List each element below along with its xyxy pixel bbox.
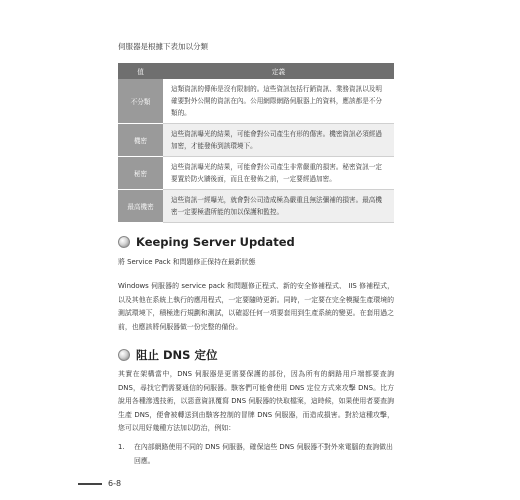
table-row <box>118 79 394 124</box>
disc-bullet-icon <box>118 349 130 361</box>
disc-bullet-icon <box>118 236 130 248</box>
table-row <box>118 124 394 157</box>
section-paragraph: 其實在架構當中，DNS 伺服器是更需要保護的部份，因為所有的網路用戶端都要查詢 DNS，尋找它們需要通信的伺服器。駭客們可能會使用 DNS 定位方式來攻擊 DNS。比方說用各種滲透技術，以惡意資訊覆寫 DNS 伺服器的快取檔案，這時候，如果使用者要查詢生產 DNS，便會被轉送到由駭客控制的冒牌 DNS 伺服器，而造成損害。對於這種攻擊，您可以用好幾種方法加以防治，例如： <box>118 370 394 432</box>
table-header-row <box>118 63 394 79</box>
list-number: 1. <box>118 443 125 451</box>
page-footer <box>78 479 121 488</box>
table-value-cell: 這類資訊的傳佈是沒有限制的。這些資訊包括行銷資訊、業務資訊以及明確要對外公開的資訊在內。公用網際網路伺服器上的資料，應該都是不分類的。 <box>163 79 394 124</box>
table-value-cell: 這些資訊一經曝光，就會對公司造成極為嚴重且無法彌補的損害。最高機密一定要極盡所能的加以保護和監控。 <box>163 190 394 223</box>
table-key-cell: 最高機密 <box>118 190 163 223</box>
footer-rule <box>78 483 102 485</box>
table-row <box>118 190 394 223</box>
list-item <box>118 441 394 468</box>
table-key-cell: 不分類 <box>118 79 163 124</box>
section-title: 阻止 DNS 定位 <box>136 348 218 362</box>
table-header-definition: 定義 <box>163 63 394 79</box>
page-number: 6-8 <box>108 479 122 488</box>
section-heading-dns <box>118 347 217 363</box>
table-value-cell: 這些資訊曝光的結果，可能會對公司產生非常嚴重的損害。秘密資訊一定要置於防火牆後面，而且在發佈之前，一定要經過加密。 <box>163 157 394 190</box>
section-subtitle: 將 Service Pack 和問題修正保持在最新狀態 <box>118 258 256 266</box>
section-heading-keeping-server-updated <box>118 235 295 249</box>
table-key-cell: 機密 <box>118 124 163 157</box>
section-title: Keeping Server Updated <box>136 235 295 249</box>
table-key-cell: 秘密 <box>118 157 163 190</box>
classification-table <box>118 63 394 223</box>
intro-text: 伺服器是根據下表加以分類 <box>118 42 208 51</box>
list-text: 在內部網路使用不同的 DNS 伺服器，確保這些 DNS 伺服器不對外來電腦的查詢做出回應。 <box>134 443 393 465</box>
table-value-cell: 這些資訊曝光的結果，可能會對公司產生有形的傷害。機密資訊必須經過加密，才能發佈到該環境下。 <box>163 124 394 157</box>
table-row <box>118 157 394 190</box>
table-header-value: 值 <box>118 63 163 79</box>
section-paragraph: Windows 伺服器的 service pack 和問題修正程式、新的安全修補程式、 IIS 修補程式，以及其他在系統上執行的應用程式，一定要隨時更新。同時，一定要在完全模擬生產環境的測試環境下，積極進行規劃和測試，以確認任何一項要套用到生產系統的變更。在套用過之前，也應該將伺服器做一份完整的備份。 <box>118 282 394 331</box>
